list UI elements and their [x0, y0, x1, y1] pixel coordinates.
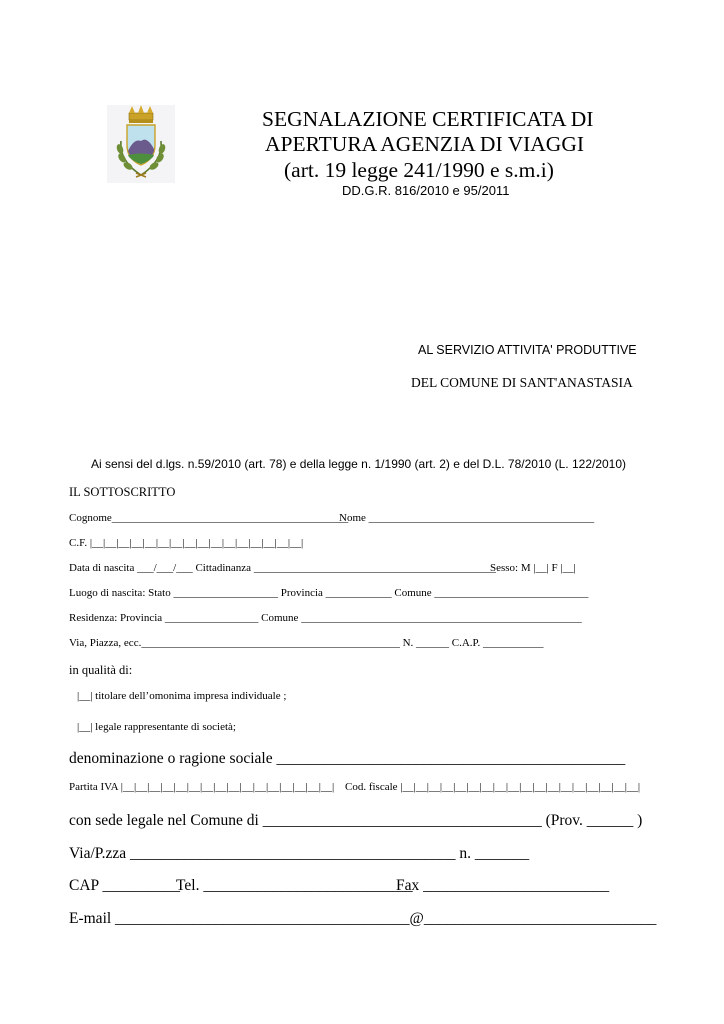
title-line-3: (art. 19 legge 241/1990 e s.m.i)	[284, 158, 554, 182]
codice-fiscale-field[interactable]: C.F. |__|__|__|__|__|__|__|__|__|__|__|__|__|__|__|__|	[69, 537, 304, 549]
subtitle: DD.G.R. 816/2010 e 95/2011	[342, 183, 510, 198]
fax-field[interactable]: Fax ________________________	[396, 877, 610, 894]
luogo-nascita-field[interactable]: Luogo di nascita: Stato ___________________ Provincia ____________ Comune ____________________________	[69, 587, 589, 599]
undersigned-heading: IL SOTTOSCRITTO	[69, 485, 176, 499]
title-line-1: SEGNALAZIONE CERTIFICATA DI	[262, 107, 594, 131]
legal-reference: Ai sensi del d.lgs. n.59/2010 (art. 78) e della legge n. 1/1990 (art. 2) e del D.L. 78/2010 (L. 122/2010)	[91, 457, 627, 471]
indirizzo-field[interactable]: Via, Piazza, ecc._______________________________________________ N. ______ C.A.P. ___________	[69, 637, 544, 649]
recipient-line-2: DEL COMUNE DI SANT'ANASTASIA	[411, 375, 633, 390]
nome-field[interactable]: Nome _________________________________________	[339, 512, 595, 524]
partita-iva-field[interactable]: Partita IVA |__|__|__|__|__|__|__|__|__|__|__|__|__|__|__|__|	[69, 781, 335, 793]
sesso-field[interactable]: Sesso: M |__| F |__|	[490, 562, 576, 574]
denominazione-field[interactable]: denominazione o ragione sociale _____________________________________________	[69, 750, 626, 767]
via-pzza-field[interactable]: Via/P.zza __________________________________________ n. _______	[69, 845, 530, 862]
cognome-field[interactable]: Cognome___________________________________________	[69, 512, 349, 524]
qualita-heading: in qualità di:	[69, 663, 133, 677]
option-titolare-checkbox[interactable]: |__| titolare dell’omonima impresa individuale ;	[77, 690, 287, 702]
email-field[interactable]: E-mail ______________________________________@______________________________	[69, 910, 657, 927]
data-nascita-field[interactable]: Data di nascita ___/___/___ Cittadinanza ____________________________________________	[69, 562, 496, 574]
title-line-2: APERTURA AGENZIA DI VIAGGI	[265, 132, 585, 156]
cod-fiscale-field[interactable]: Cod. fiscale |__|__|__|__|__|__|__|__|__|__|__|__|__|__|__|__|__|__|	[345, 781, 641, 793]
coat-of-arms-icon	[107, 105, 175, 183]
tel-field[interactable]: Tel. ___________________________	[176, 877, 413, 894]
residenza-field[interactable]: Residenza: Provincia _________________ Comune ___________________________________________________	[69, 612, 582, 624]
option-legale-checkbox[interactable]: |__| legale rappresentante di società;	[77, 721, 236, 733]
recipient-line-1: AL SERVIZIO ATTIVITA' PRODUTTIVE	[418, 343, 637, 357]
cap-field[interactable]: CAP __________	[69, 877, 180, 894]
sede-legale-field[interactable]: con sede legale nel Comune di ____________________________________ (Prov. ______ )	[69, 812, 643, 829]
